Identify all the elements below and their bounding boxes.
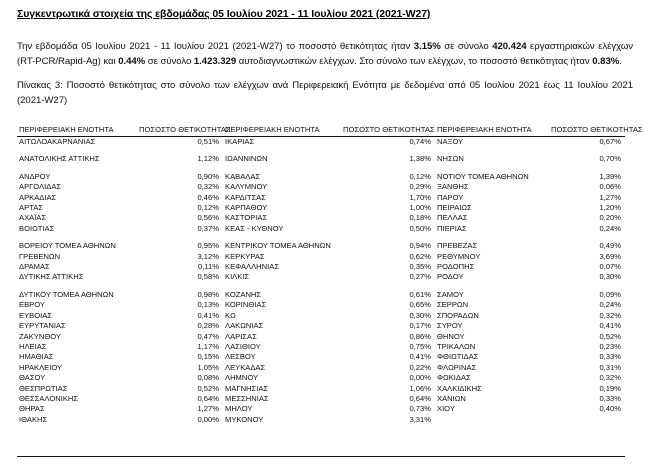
rate-cell: 0,17% bbox=[409, 321, 431, 331]
unit-cell: ΒΟΙΩΤΙΑΣ bbox=[19, 223, 55, 233]
table-row bbox=[17, 342, 625, 352]
column-header-rate: ΠΟΣΟΣΤΟ ΘΕΤΙΚΟΤΗΤΑΣ bbox=[343, 125, 435, 137]
rate-cell: 0,11% bbox=[198, 262, 219, 272]
self-tests-total: 1.423.329 bbox=[193, 55, 237, 67]
rate-cell: 0,32% bbox=[197, 182, 219, 192]
rate-cell: 0,64% bbox=[197, 393, 219, 403]
unit-cell: ΙΘΑΚΗΣ bbox=[19, 414, 48, 424]
unit-cell: ΜΑΓΝΗΣΙΑΣ bbox=[225, 383, 269, 393]
unit-cell: ΜΕΣΣΗΝΙΑΣ bbox=[225, 393, 269, 403]
table-row bbox=[17, 404, 625, 414]
unit-cell: ΘΕΣΠΡΩΤΙΑΣ bbox=[19, 383, 68, 393]
rate-cell bbox=[343, 165, 435, 172]
table-row bbox=[17, 182, 625, 192]
unit-cell: ΕΒΡΟΥ bbox=[19, 300, 45, 310]
unit-cell: ΔΥΤΙΚΟΥ ΤΟΜΕΑ ΑΘΗΝΩΝ bbox=[19, 289, 114, 299]
unit-cell: ΣΑΜΟΥ bbox=[437, 289, 464, 299]
unit-cell: ΛΕΣΒΟΥ bbox=[225, 352, 256, 362]
table-row bbox=[17, 241, 625, 251]
rate-cell: 0,08% bbox=[197, 373, 219, 383]
rate-cell: 1,12% bbox=[197, 154, 219, 164]
unit-cell bbox=[435, 147, 551, 154]
table-row bbox=[17, 290, 625, 300]
unit-cell bbox=[17, 165, 139, 172]
unit-cell: ΡΕΘΥΜΝΟΥ bbox=[437, 251, 481, 261]
unit-cell: ΧΙΟΥ bbox=[437, 404, 455, 414]
rate-cell: 0,70% bbox=[599, 154, 621, 164]
unit-cell: ΙΩΑΝΝΙΝΩΝ bbox=[225, 154, 268, 164]
summary-text: εργαστηριακών ελέγχων (RT-PCR/Rapid-Ag) και bbox=[17, 41, 634, 67]
rate-cell bbox=[551, 415, 625, 425]
rate-cell: 0,00% bbox=[197, 414, 219, 424]
rate-cell: 0,65% bbox=[409, 300, 431, 310]
overall-positivity-rate: 0.83% bbox=[592, 55, 620, 67]
unit-cell: ΛΑΚΩΝΙΑΣ bbox=[225, 321, 264, 331]
rate-cell: 0,50% bbox=[409, 223, 431, 233]
table-header-row bbox=[17, 125, 625, 137]
table-row bbox=[17, 373, 625, 383]
table-row bbox=[17, 234, 625, 241]
lab-positivity-rate: 3.15% bbox=[413, 41, 441, 52]
unit-cell: ΛΗΜΝΟΥ bbox=[225, 373, 259, 383]
rate-cell bbox=[551, 147, 625, 154]
rate-cell: 0,23% bbox=[599, 341, 621, 351]
table-row bbox=[17, 172, 625, 182]
unit-cell bbox=[435, 234, 551, 241]
rate-cell: 0,47% bbox=[197, 331, 219, 341]
column-header-rate: ΠΟΣΟΣΤΟ ΘΕΤΙΚΟΤΗΤΑΣ bbox=[551, 125, 625, 137]
rate-cell: 0,64% bbox=[409, 393, 431, 403]
rate-cell: 0,41% bbox=[599, 321, 621, 331]
rate-cell: 0,33% bbox=[599, 352, 621, 362]
unit-cell: ΑΝΔΡΟΥ bbox=[19, 171, 51, 181]
table-row bbox=[17, 283, 625, 290]
rate-cell: 0,41% bbox=[197, 310, 219, 320]
unit-cell: ΒΟΡΕΙΟΥ ΤΟΜΕΑ ΑΘΗΝΩΝ bbox=[19, 241, 116, 251]
unit-cell: ΘΗΡΑΣ bbox=[19, 404, 45, 414]
summary-text: Την εβδομάδα 05 Ιουλίου 2021 - 11 Ιουλίου 2021 (2021-W27) το ποσοστό θετικότητας ήταν bbox=[17, 41, 414, 52]
column-header-unit: ΠΕΡΙΦΕΡΕΙΑΚΗ ΕΝΟΤΗΤΑ bbox=[17, 125, 139, 137]
table-row bbox=[17, 363, 625, 373]
summary-paragraph bbox=[17, 40, 633, 69]
table-row bbox=[17, 300, 625, 310]
rate-cell: 0,46% bbox=[197, 192, 219, 202]
rate-cell: 3,31% bbox=[409, 414, 431, 424]
unit-cell: ΣΠΟΡΑΔΩΝ bbox=[437, 310, 479, 320]
summary-text: σε σύνολο bbox=[145, 55, 194, 67]
table-row bbox=[17, 332, 625, 342]
unit-cell: ΑΡΓΟΛΙΔΑΣ bbox=[19, 182, 62, 192]
unit-cell bbox=[223, 147, 343, 154]
rate-cell bbox=[551, 165, 625, 172]
unit-cell: ΚΟΡΙΝΘΙΑΣ bbox=[225, 300, 267, 310]
unit-cell: ΦΛΩΡΙΝΑΣ bbox=[437, 362, 477, 372]
unit-cell bbox=[17, 283, 139, 290]
rate-cell: 3,12% bbox=[197, 251, 219, 261]
table-row bbox=[17, 213, 625, 223]
rate-cell: 0,75% bbox=[409, 341, 431, 351]
unit-cell: ΑΡΚΑΔΙΑΣ bbox=[19, 192, 57, 202]
rate-cell: 1,05% bbox=[197, 362, 219, 372]
table-row bbox=[17, 154, 625, 164]
summary-text: . bbox=[619, 55, 622, 67]
unit-cell: ΣΥΡΟΥ bbox=[437, 321, 463, 331]
unit-cell: ΦΘΙΩΤΙΔΑΣ bbox=[437, 352, 479, 362]
rate-cell: 0,35% bbox=[409, 262, 431, 272]
table-row bbox=[17, 165, 625, 172]
unit-cell: ΠΙΕΡΙΑΣ bbox=[437, 223, 467, 233]
column-header-unit: ΠΕΡΙΦΕΡΕΙΑΚΗ ΕΝΟΤΗΤΑ bbox=[435, 125, 551, 137]
unit-cell: ΠΕΙΡΑΙΩΣ bbox=[437, 203, 472, 213]
unit-cell: ΛΑΡΙΣΑΣ bbox=[225, 331, 257, 341]
rate-cell: 0,12% bbox=[197, 203, 219, 213]
table-body bbox=[17, 137, 625, 426]
unit-cell: ΠΑΡΟΥ bbox=[437, 192, 464, 202]
rate-cell bbox=[343, 234, 435, 241]
rate-cell bbox=[139, 234, 223, 241]
unit-cell bbox=[223, 165, 343, 172]
table-row bbox=[17, 415, 625, 425]
unit-cell bbox=[223, 234, 343, 241]
rate-cell: 0,24% bbox=[599, 300, 621, 310]
summary-text: αυτοδιαγνωστικών ελέγχων. Στο σύνολο των ελέγχων, το ποσοστό θετικότητας ήταν bbox=[236, 55, 593, 67]
unit-cell: ΠΡΕΒΕΖΑΣ bbox=[437, 241, 478, 251]
page-title: Συγκεντρωτικά στοιχεία της εβδομάδας 05 Ιουλίου 2021 - 11 Ιουλίου 2021 (2021-W27) bbox=[17, 8, 431, 20]
table-row bbox=[17, 262, 625, 272]
table-caption: Πίνακας 3: Ποσοστό θετικότητας στο σύνολο των ελέγχων ανά Περιφερειακή Ενότητα με δεδομένα από 05 Ιουλίου 2021 έως 11 Ιουλίου 2021 (2021-W27) bbox=[17, 80, 633, 106]
unit-cell: ΜΗΛΟΥ bbox=[225, 404, 253, 414]
unit-cell: ΔΡΑΜΑΣ bbox=[19, 262, 50, 272]
rate-cell: 0,86% bbox=[409, 331, 431, 341]
unit-cell: ΧΑΛΚΙΔΙΚΗΣ bbox=[437, 383, 482, 393]
rate-cell: 0,30% bbox=[409, 310, 431, 320]
rate-cell: 0,12% bbox=[409, 171, 431, 181]
unit-cell bbox=[17, 147, 139, 154]
unit-cell bbox=[435, 415, 551, 425]
unit-cell: ΑΡΤΑΣ bbox=[19, 203, 43, 213]
rate-cell: 0,07% bbox=[599, 262, 621, 272]
rate-cell: 0,98% bbox=[197, 289, 219, 299]
rate-cell: 1,06% bbox=[409, 383, 431, 393]
rate-cell: 0,49% bbox=[599, 241, 621, 251]
rate-cell: 0,58% bbox=[197, 272, 219, 282]
rate-cell: 0,94% bbox=[409, 241, 431, 251]
rate-cell: 0,41% bbox=[409, 352, 431, 362]
unit-cell: ΝΗΣΩΝ bbox=[437, 154, 464, 164]
unit-cell: ΡΟΔΟΠΗΣ bbox=[437, 262, 475, 272]
rate-cell: 0,67% bbox=[599, 137, 621, 146]
rate-cell: 0,27% bbox=[409, 272, 431, 282]
unit-cell: ΚΑΣΤΟΡΙΑΣ bbox=[225, 213, 268, 223]
unit-cell: ΠΕΛΛΑΣ bbox=[437, 213, 468, 223]
rate-cell: 0,06% bbox=[599, 182, 621, 192]
table-row bbox=[17, 384, 625, 394]
unit-cell: ΚΟΖΑΝΗΣ bbox=[225, 289, 262, 299]
unit-cell: ΛΕΥΚΑΔΑΣ bbox=[225, 362, 266, 372]
rate-cell bbox=[139, 147, 223, 154]
unit-cell: ΓΡΕΒΕΝΩΝ bbox=[19, 251, 61, 261]
rate-cell: 0,00% bbox=[409, 373, 431, 383]
unit-cell: ΘΕΣΣΑΛΟΝΙΚΗΣ bbox=[19, 393, 79, 403]
table-row bbox=[17, 394, 625, 404]
rate-cell: 0,37% bbox=[197, 223, 219, 233]
rate-cell: 1,38% bbox=[409, 154, 431, 164]
unit-cell: ΑΙΤΩΛΟΑΚΑΡΝΑΝΙΑΣ bbox=[19, 137, 96, 146]
rate-cell: 0,31% bbox=[599, 362, 621, 372]
unit-cell: ΤΡΙΚΑΛΩΝ bbox=[437, 341, 476, 351]
rate-cell: 0,29% bbox=[409, 182, 431, 192]
rate-cell bbox=[343, 147, 435, 154]
unit-cell bbox=[17, 234, 139, 241]
unit-cell: ΚΕΦΑΛΛΗΝΙΑΣ bbox=[225, 262, 280, 272]
rate-cell: 1,17% bbox=[197, 341, 219, 351]
unit-cell: ΕΥΒΟΙΑΣ bbox=[19, 310, 52, 320]
rate-cell: 0,20% bbox=[599, 213, 621, 223]
unit-cell: ΚΕΑΣ - ΚΥΘΝΟΥ bbox=[225, 223, 284, 233]
table-row bbox=[17, 352, 625, 362]
unit-cell bbox=[435, 165, 551, 172]
rate-cell: 1,70% bbox=[409, 192, 431, 202]
unit-cell: ΛΑΣΙΘΙΟΥ bbox=[225, 341, 261, 351]
self-test-positivity-rate: 0.44% bbox=[118, 55, 146, 67]
unit-cell: ΑΧΑΪΑΣ bbox=[19, 213, 47, 223]
rate-cell: 1,27% bbox=[599, 192, 621, 202]
unit-cell: ΗΜΑΘΙΑΣ bbox=[19, 352, 54, 362]
unit-cell: ΞΑΝΘΗΣ bbox=[437, 182, 469, 192]
rate-cell: 0,51% bbox=[197, 137, 219, 146]
table-row bbox=[17, 193, 625, 203]
rate-cell: 1,39% bbox=[599, 171, 621, 181]
rate-cell: 0,30% bbox=[599, 272, 621, 282]
unit-cell: ΜΥΚΟΝΟΥ bbox=[225, 414, 264, 424]
unit-cell: ΚΕΡΚΥΡΑΣ bbox=[225, 251, 265, 261]
unit-cell: ΚΑΡΠΑΘΟΥ bbox=[225, 203, 268, 213]
unit-cell: ΘΑΣΟΥ bbox=[19, 373, 46, 383]
rate-cell: 0,62% bbox=[409, 251, 431, 261]
unit-cell: ΚΙΛΚΙΣ bbox=[225, 272, 250, 282]
table-row bbox=[17, 147, 625, 154]
rate-cell: 1,00% bbox=[409, 203, 431, 213]
rate-cell: 0,90% bbox=[197, 171, 219, 181]
rate-cell: 0,40% bbox=[599, 404, 621, 414]
table-row bbox=[17, 252, 625, 262]
unit-cell: ΘΗΝΟΥ bbox=[437, 331, 465, 341]
rate-cell: 0,09% bbox=[599, 289, 621, 299]
rate-cell: 0,56% bbox=[197, 213, 219, 223]
rate-cell bbox=[551, 234, 625, 241]
rate-cell: 0,73% bbox=[409, 404, 431, 414]
positivity-table bbox=[17, 125, 643, 425]
unit-cell: ΝΑΞΟΥ bbox=[437, 137, 464, 146]
rate-cell bbox=[139, 165, 223, 172]
rate-cell: 0,13% bbox=[197, 300, 219, 310]
rate-cell: 0,18% bbox=[409, 213, 431, 223]
unit-cell: ΚΑΛΥΜΝΟΥ bbox=[225, 182, 268, 192]
unit-cell: ΕΥΡΥΤΑΝΙΑΣ bbox=[19, 321, 66, 331]
table-row bbox=[17, 272, 625, 282]
unit-cell bbox=[223, 283, 343, 290]
lab-tests-total: 420.424 bbox=[492, 41, 527, 52]
unit-cell: ΚΩ bbox=[225, 310, 236, 320]
unit-cell: ΔΥΤΙΚΗΣ ΑΤΤΙΚΗΣ bbox=[19, 272, 84, 282]
unit-cell: ΧΑΝΙΩΝ bbox=[437, 393, 466, 403]
rate-cell: 0,74% bbox=[409, 137, 431, 146]
rate-cell: 3,69% bbox=[599, 251, 621, 261]
rate-cell: 0,22% bbox=[409, 362, 431, 372]
table-row bbox=[17, 137, 625, 148]
rate-cell: 0,28% bbox=[197, 321, 219, 331]
unit-cell: ΚΕΝΤΡΙΚΟΥ ΤΟΜΕΑ ΑΘΗΝΩΝ bbox=[225, 241, 331, 251]
rate-cell: 0,52% bbox=[599, 331, 621, 341]
rate-cell: 0,95% bbox=[197, 241, 219, 251]
unit-cell: ΚΑΡΔΙΤΣΑΣ bbox=[225, 192, 266, 202]
unit-cell: ΙΚΑΡΙΑΣ bbox=[225, 137, 255, 146]
unit-cell: ΚΑΒΑΛΑΣ bbox=[225, 171, 261, 181]
unit-cell bbox=[435, 283, 551, 290]
rate-cell: 1,20% bbox=[599, 203, 621, 213]
rate-cell: 0,32% bbox=[599, 310, 621, 320]
unit-cell: ΖΑΚΥΝΘΟΥ bbox=[19, 331, 61, 341]
rate-cell: 0,32% bbox=[599, 373, 621, 383]
rate-cell: 0,19% bbox=[599, 383, 621, 393]
table-row bbox=[17, 321, 625, 331]
summary-text: σε σύνολο bbox=[440, 41, 493, 52]
rate-cell bbox=[343, 283, 435, 290]
rate-cell: 0,61% bbox=[409, 289, 431, 299]
unit-cell: ΦΩΚΙΔΑΣ bbox=[437, 373, 471, 383]
table-row bbox=[17, 311, 625, 321]
rate-cell bbox=[551, 283, 625, 290]
unit-cell: ΗΡΑΚΛΕΙΟΥ bbox=[19, 362, 63, 372]
unit-cell: ΡΟΔΟΥ bbox=[437, 272, 464, 282]
unit-cell: ΑΝΑΤΟΛΙΚΗΣ ΑΤΤΙΚΗΣ bbox=[19, 154, 100, 164]
rate-cell: 0,15% bbox=[197, 352, 219, 362]
rate-cell: 0,24% bbox=[599, 223, 621, 233]
column-header-unit: ΠΕΡΙΦΕΡΕΙΑΚΗ ΕΝΟΤΗΤΑ bbox=[223, 125, 343, 137]
rate-cell: 1,27% bbox=[197, 404, 219, 414]
rate-cell: 0,52% bbox=[197, 383, 219, 393]
rate-cell bbox=[139, 283, 223, 290]
unit-cell: ΗΛΕΙΑΣ bbox=[19, 341, 47, 351]
column-header-rate: ΠΟΣΟΣΤΟ ΘΕΤΙΚΟΤΗΤΑΣ bbox=[139, 125, 223, 137]
unit-cell: ΣΕΡΡΩΝ bbox=[437, 300, 469, 310]
unit-cell: ΝΟΤΙΟΥ ΤΟΜΕΑ ΑΘΗΝΩΝ bbox=[437, 171, 529, 181]
rate-cell: 0,33% bbox=[599, 393, 621, 403]
table-bottom-rule bbox=[17, 456, 625, 457]
table-row bbox=[17, 224, 625, 234]
table-row bbox=[17, 203, 625, 213]
